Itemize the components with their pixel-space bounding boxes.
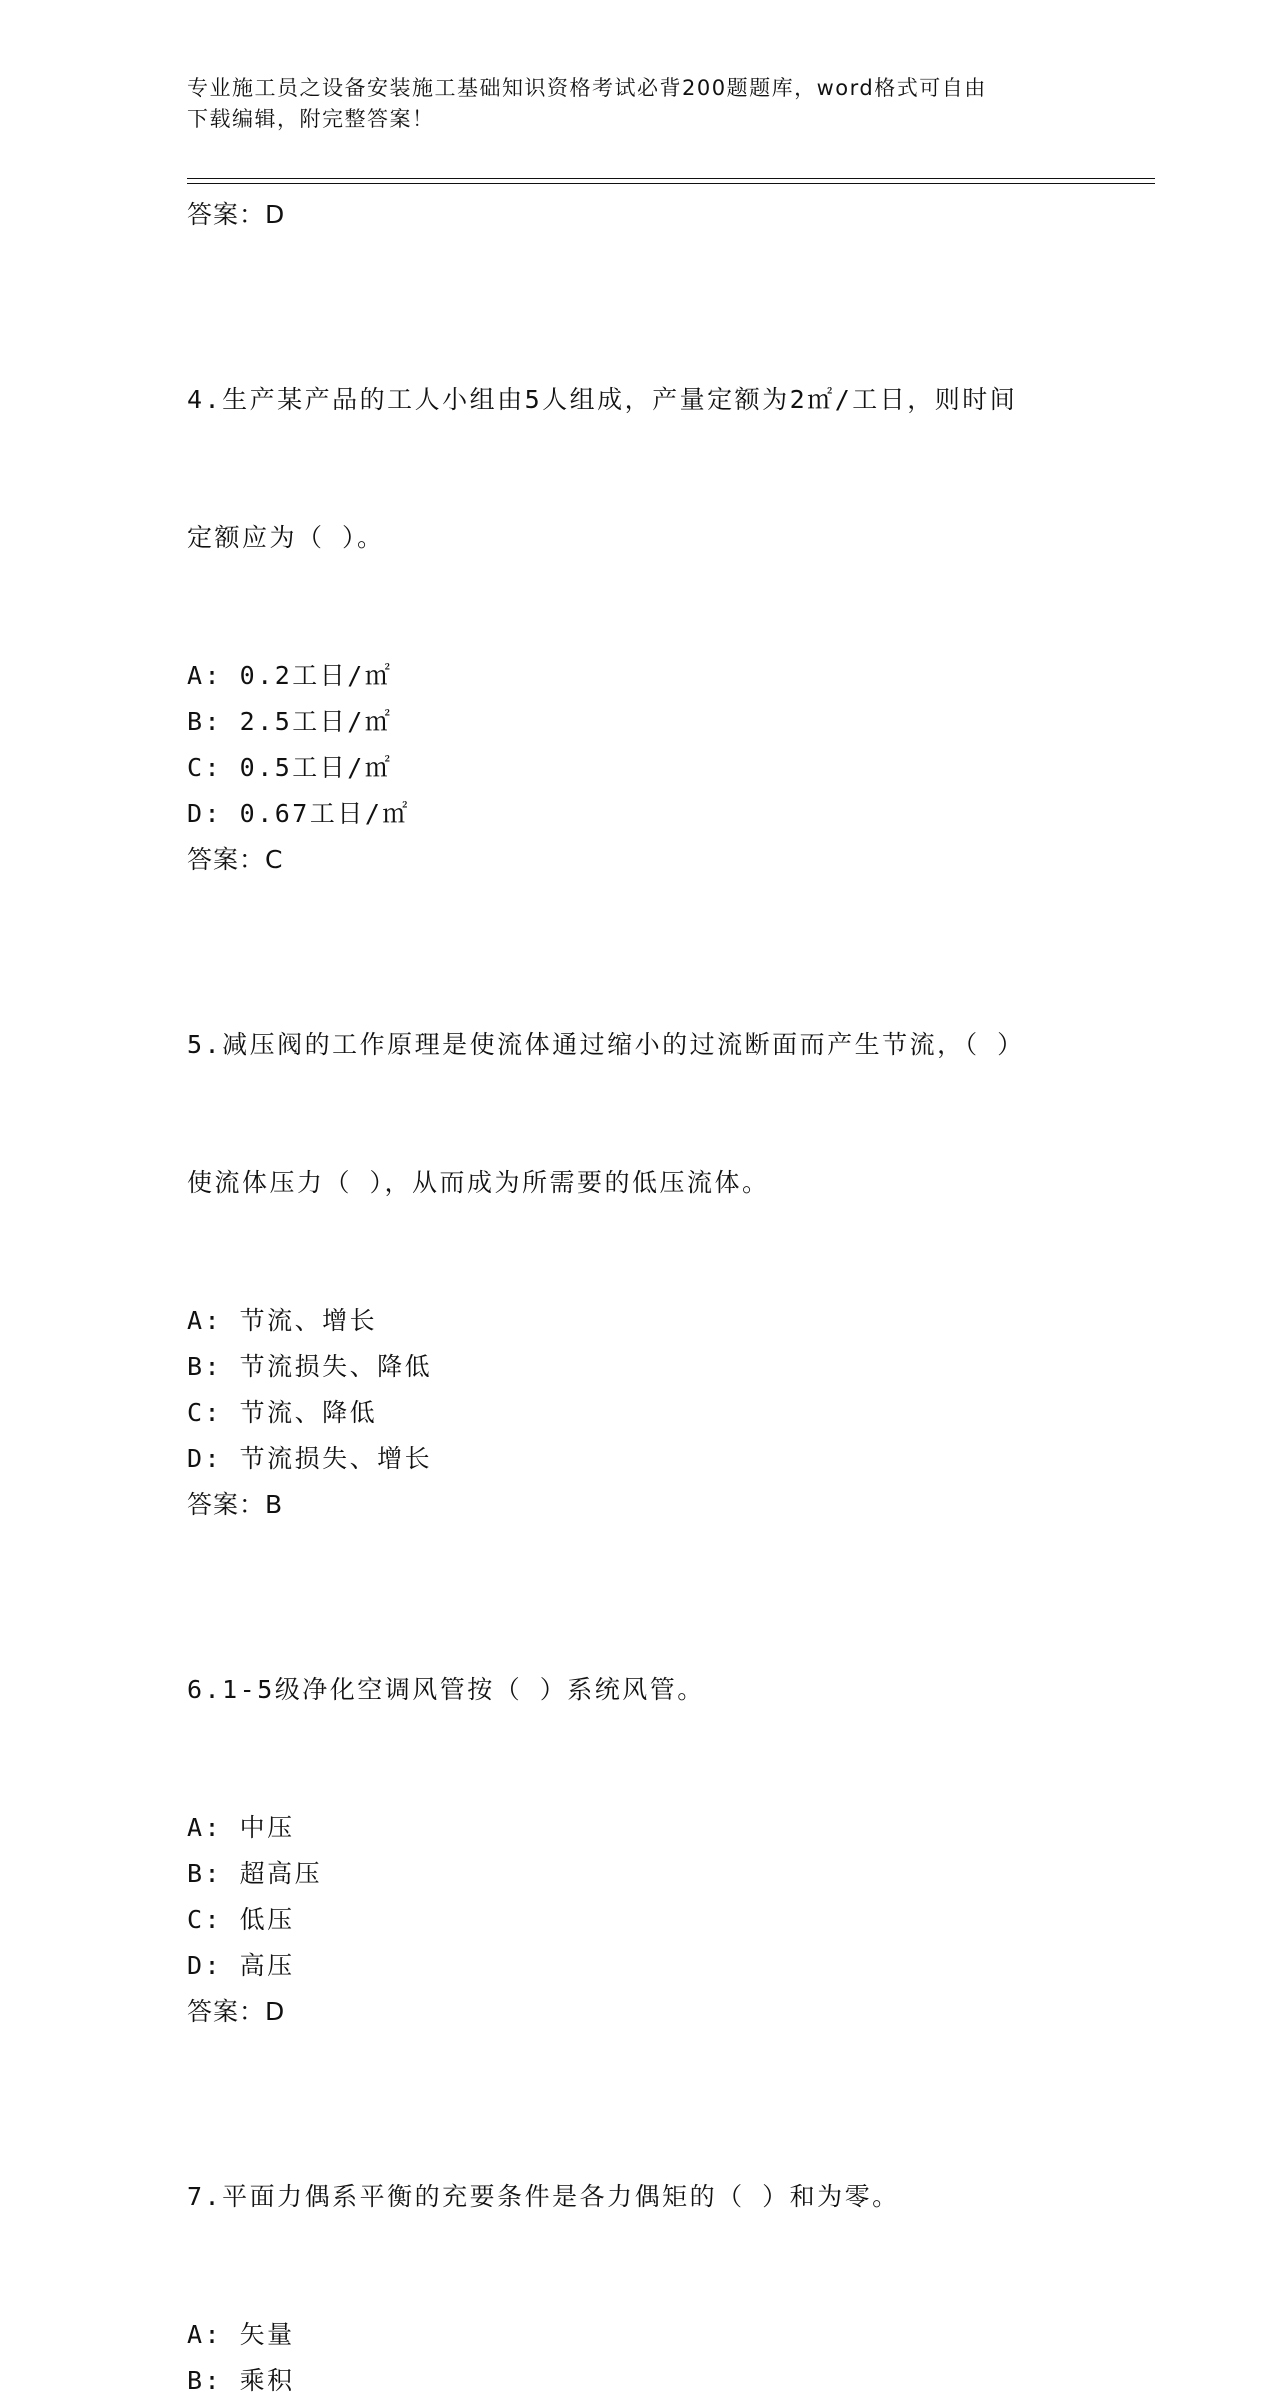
option-a: A: 节流、增长 <box>187 1306 378 1335</box>
option-c: C: 节流、降低 <box>187 1398 378 1427</box>
question-text <box>187 2082 1067 2312</box>
question-line: 5.减压阀的工作原理是使流体通过缩小的过流断面而产生节流，（ ） <box>187 1030 1025 1059</box>
question-line: 使流体压力（ ），从而成为所需要的低压流体。 <box>187 1168 770 1197</box>
question-text <box>187 1575 1067 1805</box>
question-4 <box>187 285 1087 883</box>
option-b: B: 乘积 <box>187 2366 295 2395</box>
answer-line: 答案：D <box>187 1997 286 2026</box>
option-a: A: 矢量 <box>187 2320 295 2349</box>
question-line: 6.1-5级净化空调风管按（ ）系统风管。 <box>187 1675 705 1704</box>
question-6 <box>187 1575 1087 2035</box>
question-line: 定额应为（ ）。 <box>187 523 385 552</box>
option-d: D: 0.67工日/㎡ <box>187 799 410 828</box>
option-b: B: 节流损失、降低 <box>187 1352 433 1381</box>
option-d: D: 节流损失、增长 <box>187 1444 433 1473</box>
question-line: 4.生产某产品的工人小组由5人组成，产量定额为2㎡/工日，则时间 <box>187 385 1018 414</box>
answer-line: 答案：C <box>187 845 284 874</box>
answer-line: 答案：B <box>187 1490 284 1519</box>
question-line: 7.平面力偶系平衡的充要条件是各力偶矩的（ ）和为零。 <box>187 2182 900 2211</box>
question-5 <box>187 930 1087 1528</box>
option-b: B: 2.5工日/㎡ <box>187 707 393 736</box>
option-a: A: 0.2工日/㎡ <box>187 661 393 690</box>
question-text <box>187 930 1067 1298</box>
question-text <box>187 285 1067 653</box>
header-line-1: 专业施工员之设备安装施工基础知识资格考试必背200题题库，word格式可自由 <box>187 76 987 100</box>
option-a: A: 中压 <box>187 1813 295 1842</box>
answer-line: 答案：D <box>187 200 286 229</box>
option-c: C: 低压 <box>187 1905 295 1934</box>
question-7 <box>187 2082 1087 2404</box>
option-d: D: 高压 <box>187 1951 295 1980</box>
header-line-2: 下载编辑，附完整答案！ <box>187 107 435 131</box>
document-header <box>187 73 1067 135</box>
question-list <box>187 192 1087 2404</box>
header-divider-top <box>187 178 1155 179</box>
option-b: B: 超高压 <box>187 1859 323 1888</box>
option-c: C: 0.5工日/㎡ <box>187 753 393 782</box>
header-divider-bottom <box>187 183 1155 184</box>
